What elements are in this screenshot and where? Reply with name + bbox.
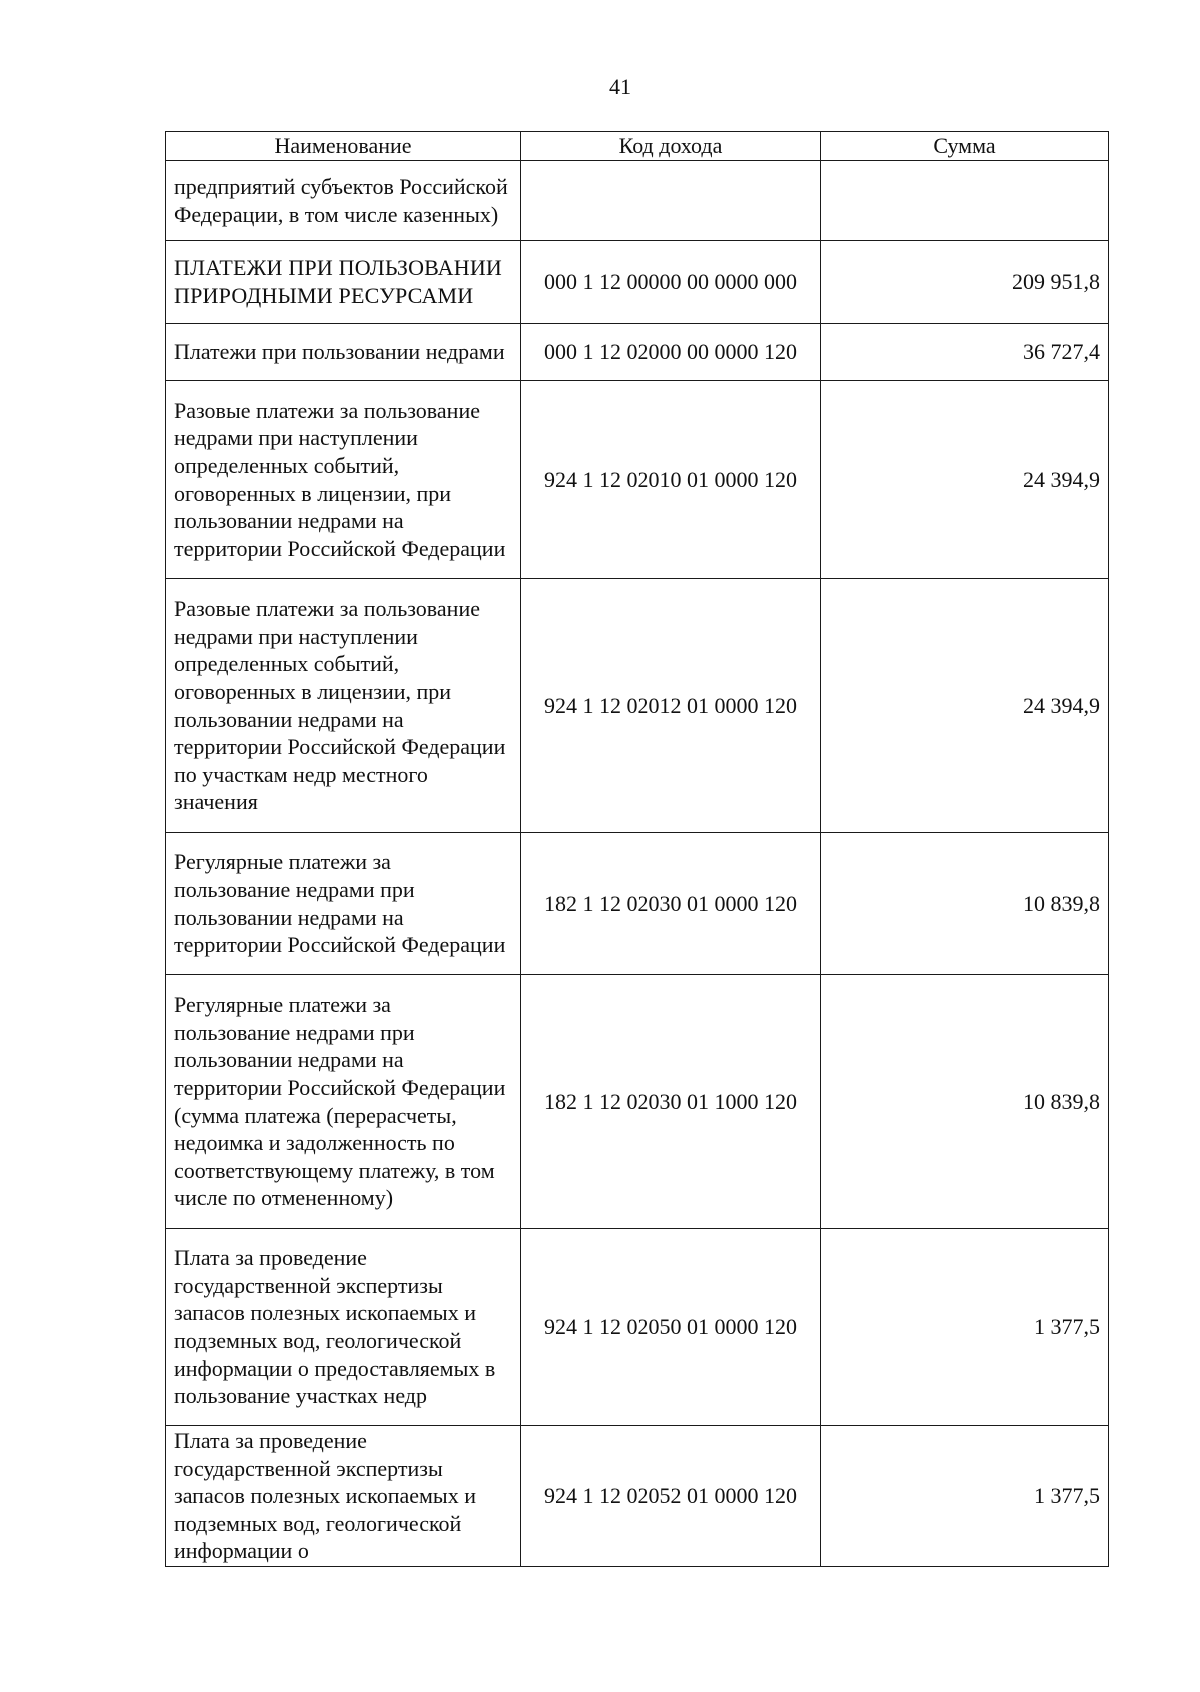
table-header-row: [166, 132, 1109, 161]
row-code: 924 1 12 02010 01 0000 120: [521, 381, 821, 579]
table-row: [166, 579, 1109, 833]
row-sum: 1 377,5: [821, 1229, 1109, 1426]
row-name: Регулярные платежи за пользование недрами при пользовании недрами на территории Российской Федерации (сумма платежа (перерасчеты, недоимка и задолженность по соответствующему платежу, в том числе по отмененному): [166, 975, 521, 1229]
row-sum: 10 839,8: [821, 833, 1109, 975]
row-sum: 10 839,8: [821, 975, 1109, 1229]
row-code: 182 1 12 02030 01 1000 120: [521, 975, 821, 1229]
table-row: [166, 381, 1109, 579]
row-sum: [821, 161, 1109, 241]
row-name: Разовые платежи за пользование недрами при наступлении определенных событий, оговоренных в лицензии, при пользовании недрами на территории Российской Федерации: [166, 381, 521, 579]
row-name: Плата за проведение государственной экспертизы запасов полезных ископаемых и подземных вод, геологической информации о: [166, 1426, 521, 1567]
row-code: 924 1 12 02012 01 0000 120: [521, 579, 821, 833]
table-row: [166, 1426, 1109, 1567]
row-sum: 24 394,9: [821, 579, 1109, 833]
table-row: [166, 975, 1109, 1229]
row-sum: 24 394,9: [821, 381, 1109, 579]
row-code: 924 1 12 02050 01 0000 120: [521, 1229, 821, 1426]
revenue-table: [165, 131, 1109, 1567]
row-name: Плата за проведение государственной экспертизы запасов полезных ископаемых и подземных вод, геологической информации о предоставляемых в пользование участках недр: [166, 1229, 521, 1426]
table-row: [166, 161, 1109, 241]
page-number: 41: [609, 74, 631, 99]
table-row: [166, 241, 1109, 324]
row-code: 182 1 12 02030 01 0000 120: [521, 833, 821, 975]
table-row: [166, 833, 1109, 975]
row-sum: 209 951,8: [821, 241, 1109, 324]
header-sum: Сумма: [821, 132, 1109, 161]
row-code: 000 1 12 02000 00 0000 120: [521, 324, 821, 381]
row-name: Платежи при пользовании недрами: [166, 324, 521, 381]
row-sum: 36 727,4: [821, 324, 1109, 381]
row-name: ПЛАТЕЖИ ПРИ ПОЛЬЗОВАНИИ ПРИРОДНЫМИ РЕСУРСАМИ: [166, 241, 521, 324]
row-code: [521, 161, 821, 241]
row-code: 924 1 12 02052 01 0000 120: [521, 1426, 821, 1567]
header-code: Код дохода: [521, 132, 821, 161]
row-name: Разовые платежи за пользование недрами при наступлении определенных событий, оговоренных в лицензии, при пользовании недрами на территории Российской Федерации по участкам недр местного значения: [166, 579, 521, 833]
table-row: [166, 1229, 1109, 1426]
table-row: [166, 324, 1109, 381]
row-name: предприятий субъектов Российской Федерации, в том числе казенных): [166, 161, 521, 241]
row-name: Регулярные платежи за пользование недрами при пользовании недрами на территории Российской Федерации: [166, 833, 521, 975]
row-sum: 1 377,5: [821, 1426, 1109, 1567]
row-code: 000 1 12 00000 00 0000 000: [521, 241, 821, 324]
header-name: Наименование: [166, 132, 521, 161]
